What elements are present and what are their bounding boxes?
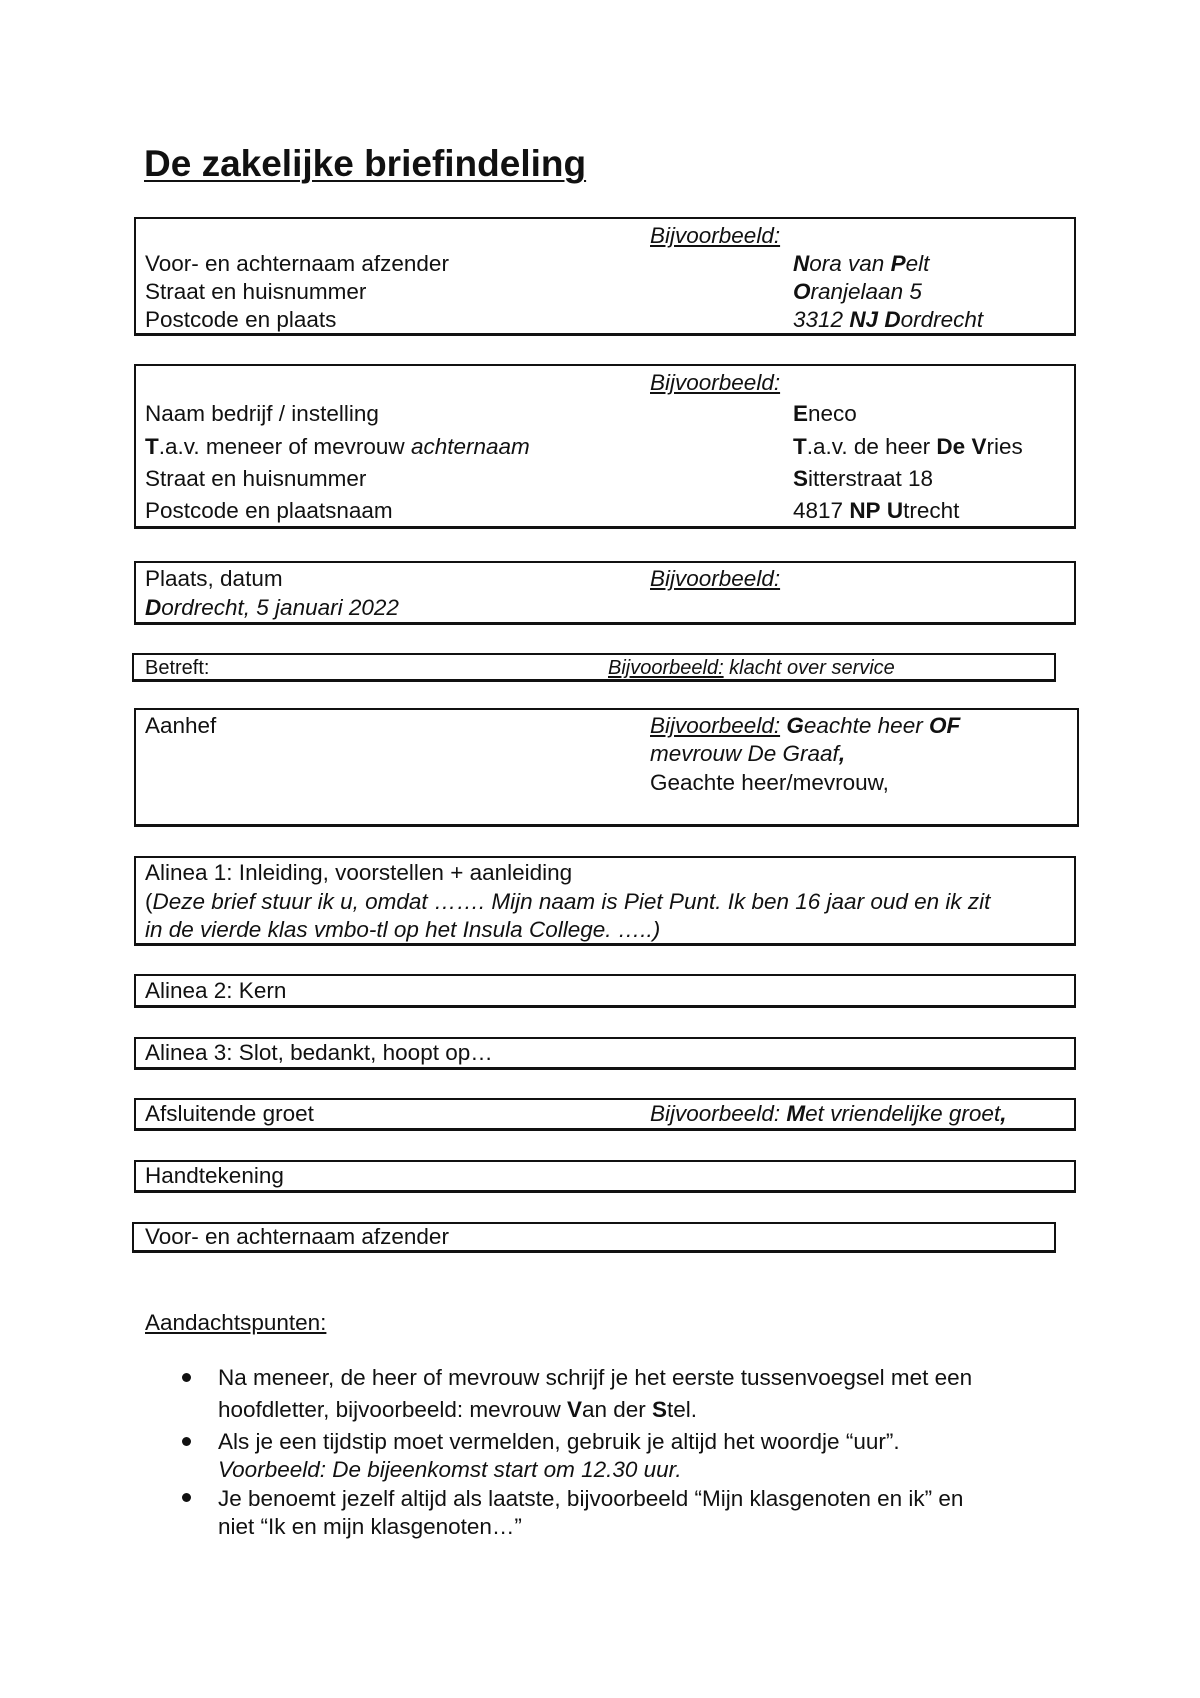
recipient-postcode-example: 4817 NP Utrecht <box>793 498 960 523</box>
sender-name-label: Voor- en achternaam afzender <box>145 1224 449 1249</box>
recipient-company-example: Eneco <box>793 401 857 426</box>
note3-line2: niet “Ik en mijn klasgenoten…” <box>218 1514 522 1539</box>
signature-label: Handtekening <box>145 1163 284 1188</box>
bullet-icon <box>182 1373 191 1382</box>
alinea1-title: Alinea 1: Inleiding, voorstellen + aanleiding <box>145 860 573 885</box>
note1-line1: Na meneer, de heer of mevrouw schrijf je het eerste tussenvoegsel met een <box>218 1365 973 1390</box>
salutation-example-line1: Bijvoorbeeld: Geachte heer OF <box>650 713 961 738</box>
bullet-icon <box>182 1437 191 1446</box>
closing-label: Afsluitende groet <box>145 1101 314 1126</box>
salutation-example-line3: Geachte heer/mevrouw, <box>650 770 889 795</box>
place-date-label: Plaats, datum <box>145 566 283 591</box>
example-label: Bijvoorbeeld: <box>650 223 781 248</box>
alinea1-example-line2: in de vierde klas vmbo-tl op het Insula College. …..) <box>145 917 661 942</box>
alinea1-example-line1: (Deze brief stuur ik u, omdat ……. Mijn naam is Piet Punt. Ik ben 16 jaar oud en ik zit <box>145 889 991 914</box>
recipient-street-example: Sitterstraat 18 <box>793 466 934 491</box>
salutation-label: Aanhef <box>145 713 217 738</box>
sender-street-label: Straat en huisnummer <box>145 279 367 304</box>
example-label: Bijvoorbeeld: <box>650 566 781 591</box>
recipient-postcode-label: Postcode en plaatsnaam <box>145 498 393 523</box>
recipient-attention-label: T.a.v. meneer of mevrouw achternaam <box>145 434 530 459</box>
sender-name-example: Nora van Pelt <box>793 251 930 276</box>
alinea3-title: Alinea 3: Slot, bedankt, hoopt op… <box>145 1040 493 1065</box>
recipient-company-label: Naam bedrijf / instelling <box>145 401 379 426</box>
note2-line1: Als je een tijdstip moet vermelden, gebruik je altijd het woordje “uur”. <box>218 1429 900 1454</box>
example-label: Bijvoorbeeld: <box>650 370 781 395</box>
closing-example: Bijvoorbeeld: Met vriendelijke groet, <box>650 1101 1007 1126</box>
note1-line2: hoofdletter, bijvoorbeeld: mevrouw Van der Stel. <box>218 1397 698 1422</box>
subject-example: Bijvoorbeeld: klacht over service <box>608 657 895 679</box>
salutation-example-line2: mevrouw De Graaf, <box>650 741 846 766</box>
sender-name-label: Voor- en achternaam afzender <box>145 251 449 276</box>
alinea2-title: Alinea 2: Kern <box>145 978 287 1003</box>
recipient-street-label: Straat en huisnummer <box>145 466 367 491</box>
notes-heading: Aandachtspunten: <box>145 1310 327 1335</box>
place-date-example: Dordrecht, 5 januari 2022 <box>145 595 399 620</box>
subject-block <box>132 653 1056 682</box>
sender-postcode-label: Postcode en plaats <box>145 307 337 332</box>
recipient-attention-example: T.a.v. de heer De Vries <box>793 434 1023 459</box>
note3-line1: Je benoemt jezelf altijd als laatste, bijvoorbeeld “Mijn klasgenoten en ik” en <box>218 1486 964 1511</box>
subject-label: Betreft: <box>145 657 210 679</box>
page-title: De zakelijke briefindeling <box>144 143 587 184</box>
sender-street-example: Oranjelaan 5 <box>793 279 922 304</box>
sender-postcode-example: 3312 NJ Dordrecht <box>793 307 984 332</box>
note2-line2: Voorbeeld: De bijeenkomst start om 12.30 uur. <box>218 1457 682 1482</box>
bullet-icon <box>182 1493 191 1502</box>
